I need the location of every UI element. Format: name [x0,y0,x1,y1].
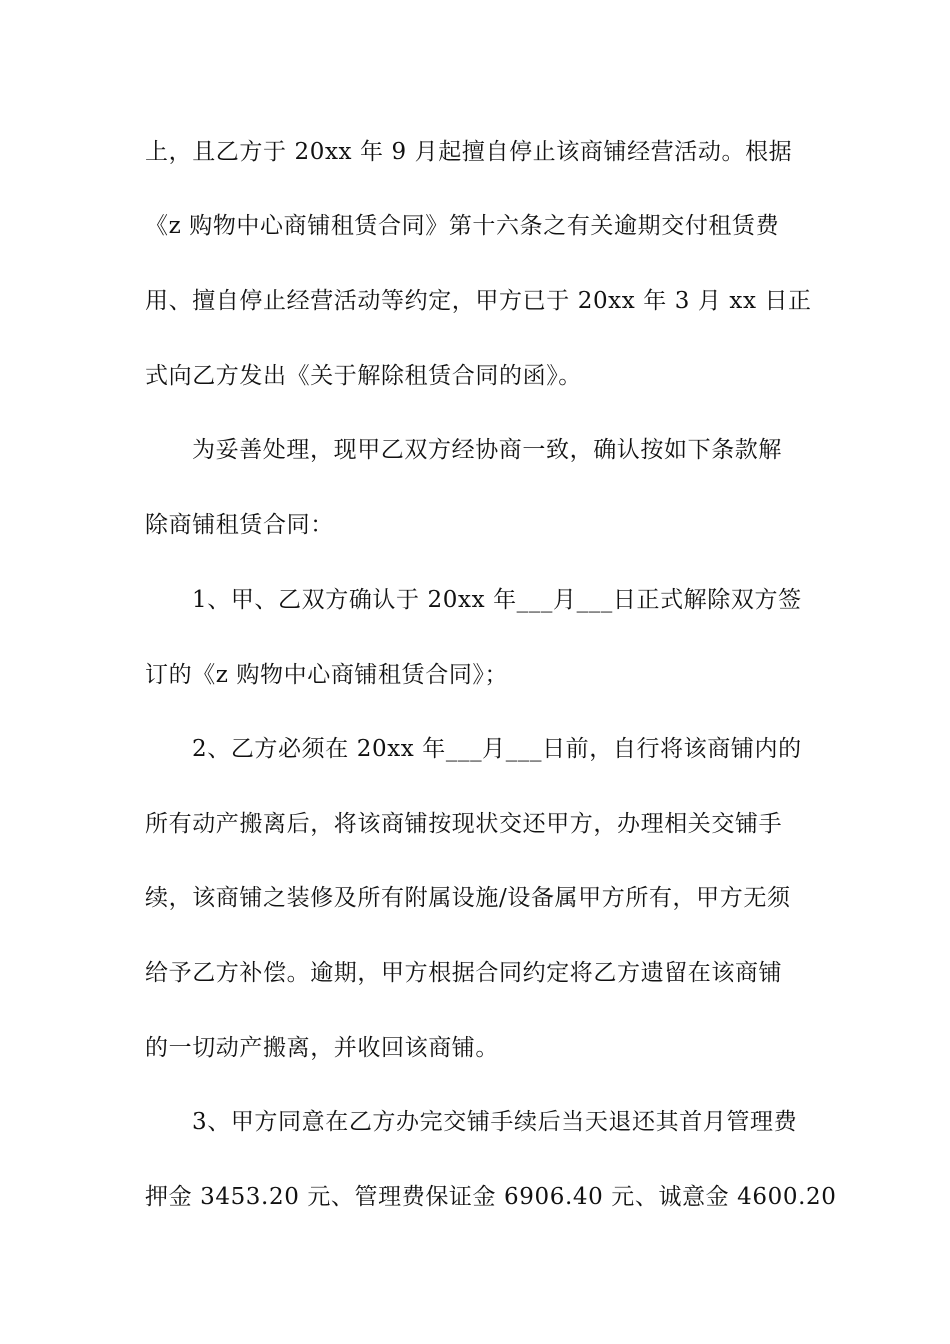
body-text-line: 除商铺租赁合同： [145,512,334,538]
body-text-line: 的一切动产搬离，并收回该商铺。 [145,1035,499,1061]
body-text-line: 续，该商铺之装修及所有附属设施/设备属甲方所有，甲方无须 [145,885,791,911]
paragraph-first-line: 为妥善处理，现甲乙双方经协商一致，确认按如下条款解 [192,437,782,463]
clause-3-line: 3、甲方同意在乙方办完交铺手续后当天退还其首月管理费 [192,1109,798,1135]
clause-1-line: 1、甲、乙双方确认于 20xx 年___月___日正式解除双方签 [192,587,802,613]
clause-2-line: 2、乙方必须在 20xx 年___月___日前，自行将该商铺内的 [192,736,802,762]
body-text-line: 用、擅自停止经营活动等约定，甲方已于 20xx 年 3 月 xx 日正 [145,288,812,314]
body-text-line: 所有动产搬离后，将该商铺按现状交还甲方，办理相关交铺手 [145,811,783,837]
body-text-line: 式向乙方发出《关于解除租赁合同的函》。 [145,363,582,389]
body-text-line: 《z 购物中心商铺租赁合同》第十六条之有关逾期交付租赁费 [145,213,780,239]
body-text-line: 给予乙方补偿。逾期，甲方根据合同约定将乙方遗留在该商铺 [145,960,783,986]
body-text-line: 订的《z 购物中心商铺租赁合同》； [145,662,509,688]
body-text-line: 上，且乙方于 20xx 年 9 月起擅自停止该商铺经营活动。根据 [145,139,793,165]
body-text-line: 押金 3453.20 元、管理费保证金 6906.40 元、诚意金 4600.20 [145,1184,837,1210]
